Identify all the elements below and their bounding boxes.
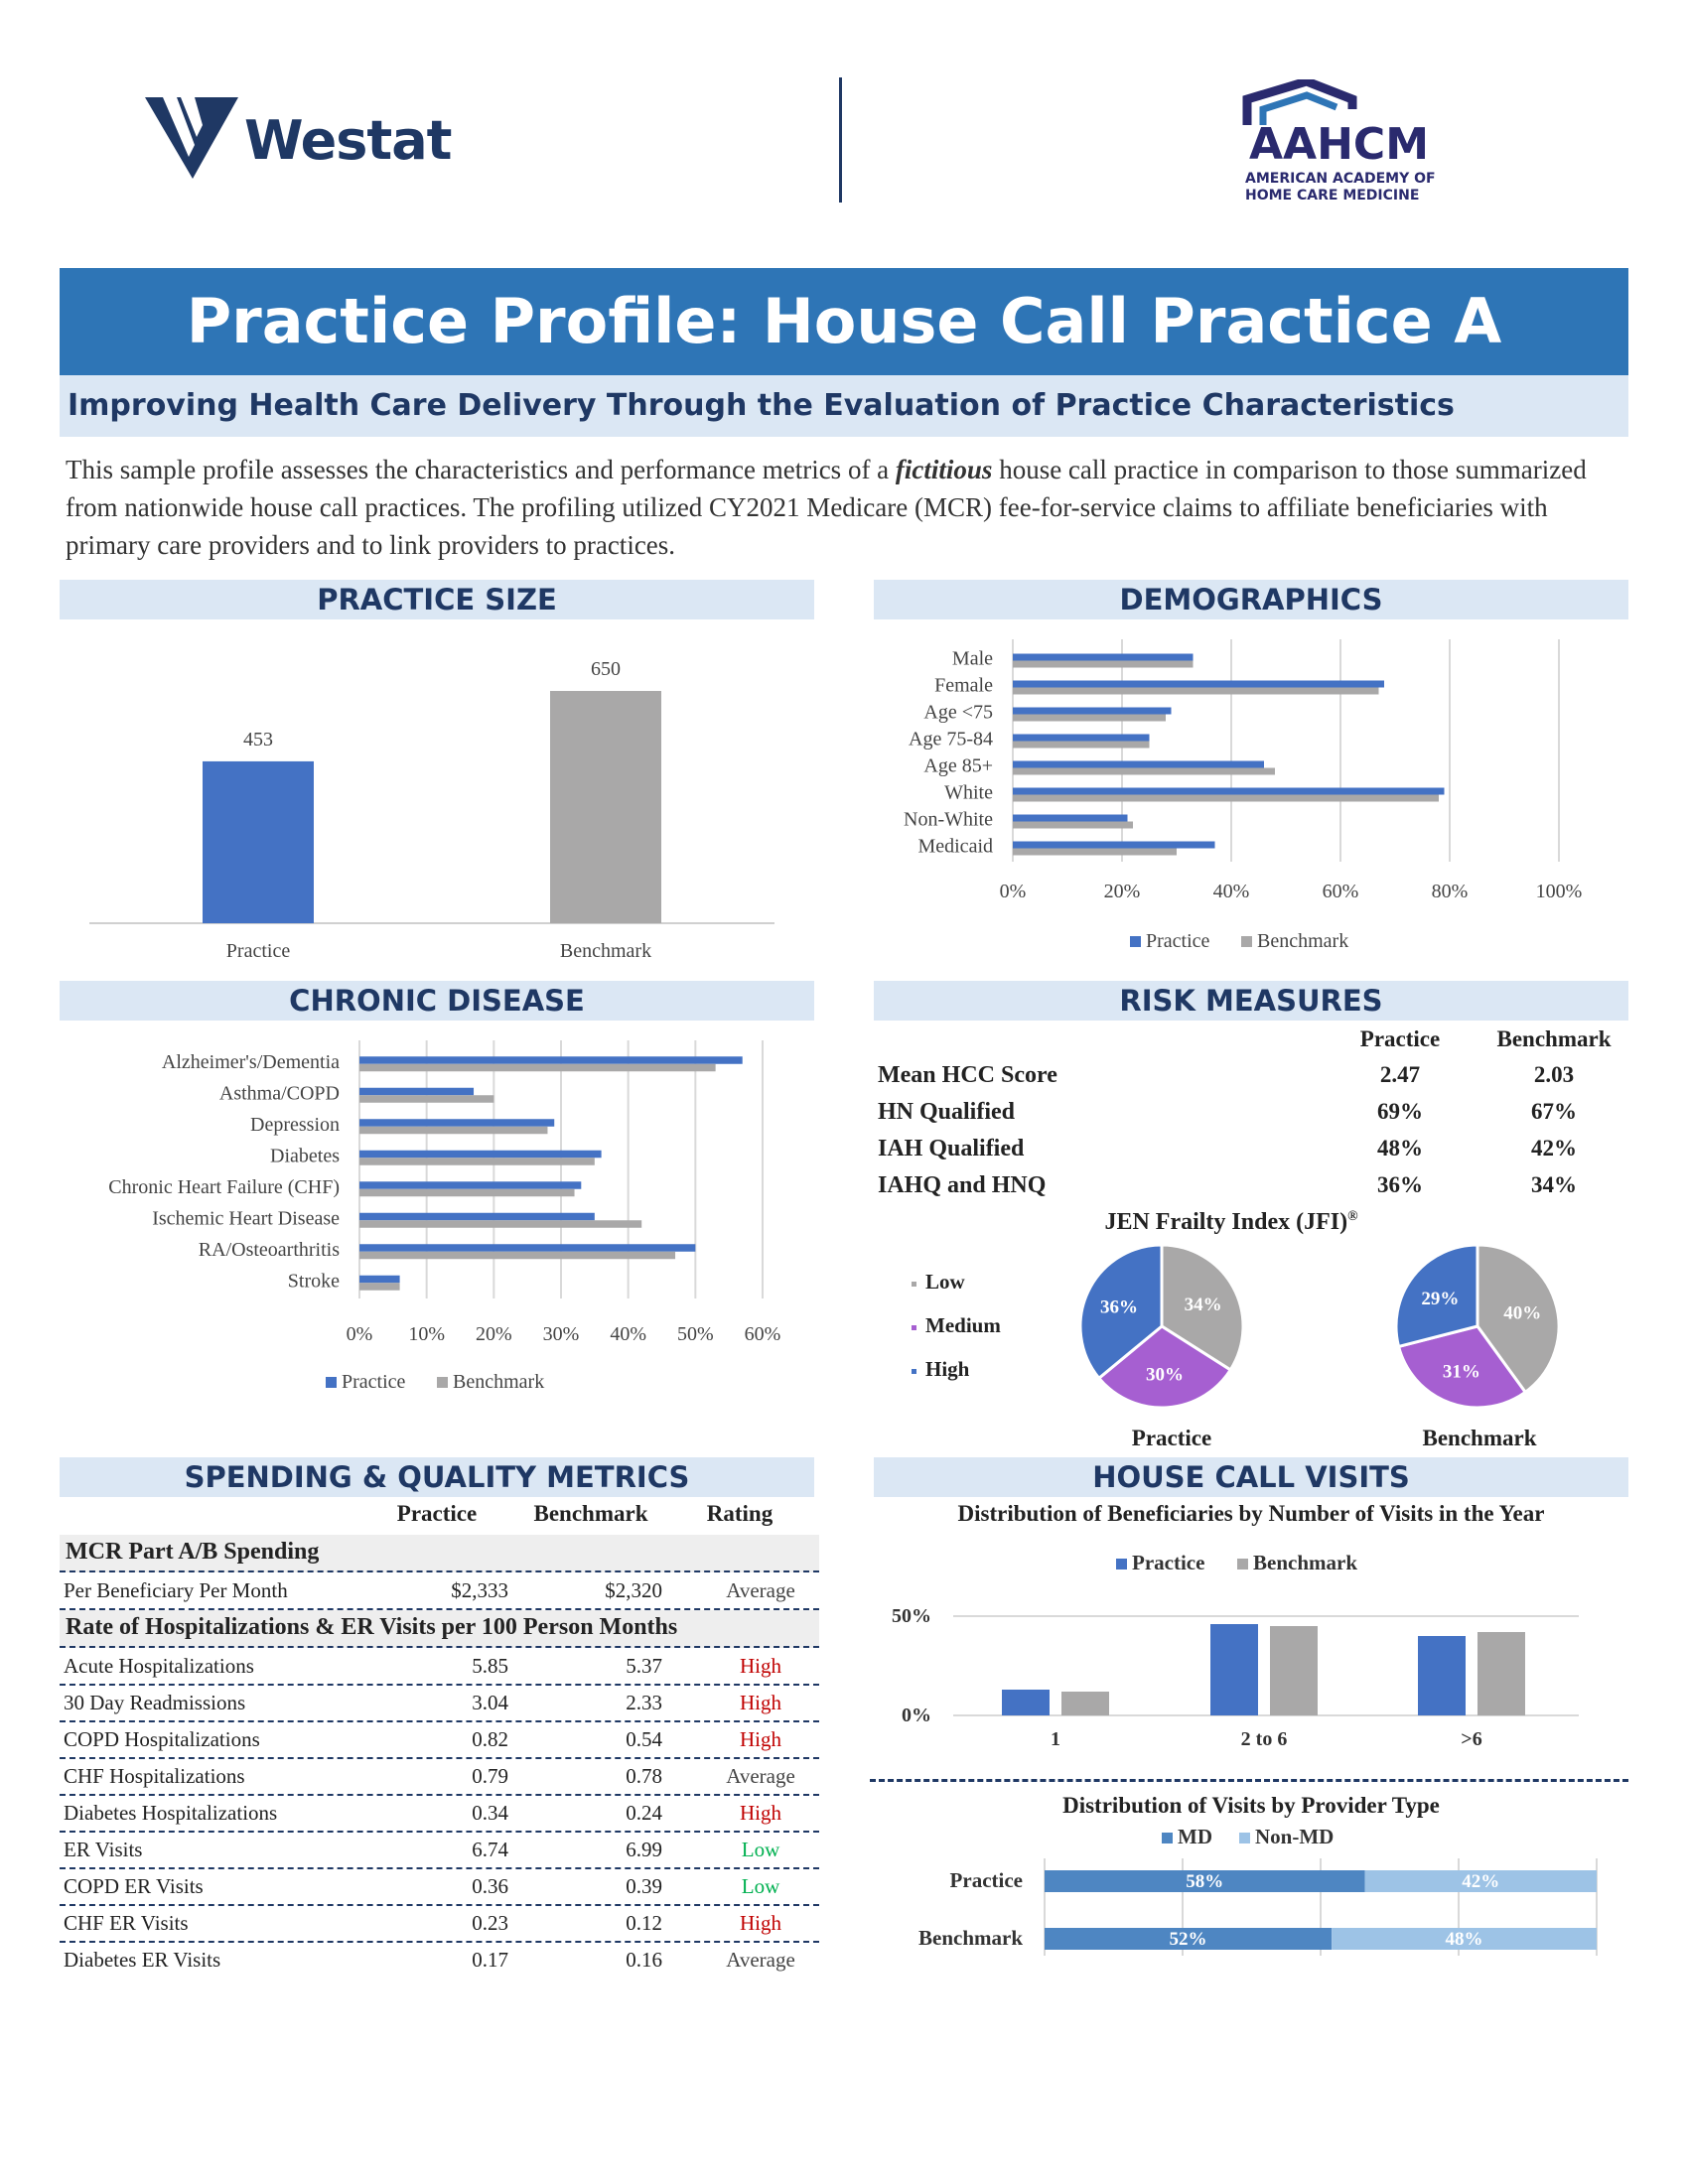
row-rating: Average [726, 1948, 795, 1972]
spending-group-label: MCR Part A/B Spending [66, 1539, 320, 1565]
risk-col-benchmark: Benchmark [1496, 1026, 1612, 1051]
aahcm-wordmark: AAHCM [1249, 119, 1430, 170]
practice-bar [359, 1244, 695, 1252]
risk-measures-table [874, 1023, 1628, 1211]
spending-band [60, 1457, 814, 1497]
page-title: Practice Profile: House Call Practice A [60, 268, 1628, 375]
row-label: COPD ER Visits [64, 1874, 204, 1898]
x-tick-label: 40% [610, 1323, 647, 1345]
risk-row-benchmark: 2.03 [1533, 1062, 1575, 1087]
jfi-legend-label: Medium [925, 1313, 1001, 1337]
table-row [60, 1905, 819, 1943]
table-row [60, 1648, 819, 1686]
non-md-data-label: 48% [1445, 1929, 1483, 1950]
practice-bar [359, 1056, 743, 1064]
legend-swatch-benchmark [437, 1377, 448, 1388]
jfi-pie-charts [874, 1241, 1628, 1449]
x-tick-label: 30% [542, 1323, 580, 1345]
risk-row-label: HN Qualified [878, 1099, 1016, 1125]
row-benchmark: 6.99 [626, 1838, 662, 1861]
benchmark-bar [1013, 849, 1177, 856]
jfi-legend-swatch [912, 1325, 916, 1330]
practice-bar [1210, 1624, 1258, 1715]
provider-type-chart [874, 1825, 1628, 1964]
legend-benchmark: Benchmark [453, 1371, 545, 1393]
row-label: CHF Hospitalizations [64, 1764, 245, 1788]
benchmark-bar [1061, 1692, 1109, 1715]
practice-bar [1002, 1690, 1050, 1715]
chronic-disease-band [60, 981, 814, 1021]
benchmark-bar [1013, 661, 1194, 668]
practice-bar [1013, 815, 1128, 822]
jfi-title-text: JEN Frailty Index (JFI) [1104, 1209, 1348, 1235]
risk-row-benchmark: 67% [1531, 1099, 1577, 1124]
legend-swatch-practice [1116, 1559, 1127, 1570]
category-label: Practice [949, 1868, 1023, 1892]
chronic-disease-chart [60, 1032, 814, 1410]
category-label: Asthma/COPD [218, 1082, 340, 1105]
benchmark-bar [359, 1158, 595, 1165]
legend-swatch-benchmark [1237, 1559, 1248, 1570]
table-row [60, 1868, 819, 1906]
benchmark-bar [1013, 715, 1166, 722]
demographics-chart [874, 635, 1628, 963]
benchmark-bar [1013, 768, 1275, 775]
category-label: Age 85+ [923, 754, 993, 777]
x-tick-label: 80% [1431, 881, 1469, 902]
westat-wordmark: Westat [244, 109, 452, 172]
row-practice: 6.74 [472, 1838, 508, 1861]
practice-size-data-label: 650 [591, 658, 621, 680]
intro-text-b: house call practice in comparison to those summarized from nationwide house call practices. The profiling utilized CY2021 Medicare (MCR) fee-for-service claims to affiliate beneficiaries with primary care providers and to link providers to practices. [66, 455, 1587, 560]
row-rating: High [740, 1911, 781, 1935]
table-row [60, 1572, 819, 1610]
jfi-slice-label: 29% [1421, 1288, 1460, 1309]
risk-measures-band [874, 981, 1628, 1021]
row-practice: $2,333 [451, 1578, 508, 1602]
practice-bar [1013, 842, 1215, 849]
row-practice: 3.04 [472, 1691, 508, 1714]
benchmark-bar [1477, 1632, 1525, 1715]
aahcm-sub-line-1: AMERICAN ACADEMY OF [1245, 171, 1436, 187]
row-label: 30 Day Readmissions [64, 1691, 246, 1714]
visits-dist-title: Distribution of Beneficiaries by Number of Visits in the Year [957, 1501, 1545, 1526]
legend-benchmark: Benchmark [1253, 1551, 1357, 1574]
category-label: Age <75 [923, 701, 993, 724]
jfi-slice-label: 36% [1099, 1297, 1138, 1318]
practice-bar [359, 1213, 595, 1221]
benchmark-bar [359, 1095, 493, 1103]
category-label: Stroke [287, 1270, 340, 1293]
practice-bar [1013, 735, 1150, 742]
provider-type-title: Distribution of Visits by Provider Type [1062, 1793, 1440, 1818]
risk-row-practice: 2.47 [1379, 1062, 1421, 1087]
legend-md: MD [1178, 1825, 1212, 1848]
x-tick-label: 40% [1212, 881, 1250, 902]
category-label: Age 75-84 [909, 728, 993, 751]
jfi-legend-swatch [912, 1369, 916, 1374]
row-benchmark: 0.39 [626, 1874, 662, 1898]
row-benchmark: 0.54 [626, 1727, 662, 1751]
x-tick-label: 0% [346, 1323, 373, 1345]
row-benchmark: 0.16 [626, 1948, 662, 1972]
row-benchmark: $2,320 [605, 1578, 662, 1602]
practice-size-bar [203, 761, 314, 923]
row-practice: 0.17 [472, 1948, 508, 1972]
risk-measures-heading: RISK MEASURES [1119, 984, 1383, 1018]
practice-size-category-label: Benchmark [559, 940, 652, 962]
x-tick-label: 50% [676, 1323, 714, 1345]
table-row [60, 1832, 819, 1869]
md-data-label: 52% [1169, 1929, 1207, 1950]
table-row [60, 1942, 819, 1978]
row-practice: 0.79 [472, 1764, 508, 1788]
risk-row-practice: 69% [1377, 1099, 1423, 1124]
benchmark-bar [359, 1189, 575, 1197]
legend-practice: Practice [342, 1371, 406, 1393]
category-label: Male [951, 647, 993, 670]
table-row [60, 1795, 819, 1833]
jfi-slice-label: 31% [1442, 1361, 1480, 1383]
benchmark-bar [359, 1283, 400, 1291]
practice-bar [1013, 708, 1172, 715]
header-divider [839, 77, 842, 203]
jfi-registered-mark: ® [1347, 1209, 1358, 1224]
benchmark-bar [1013, 688, 1379, 695]
category-label: Non-White [904, 808, 993, 831]
x-tick-label: 0% [999, 881, 1027, 902]
legend-swatch-practice [326, 1377, 337, 1388]
jfi-title [1033, 1209, 1430, 1236]
row-benchmark: 5.37 [626, 1654, 662, 1678]
jfi-slice-label: 40% [1503, 1302, 1542, 1324]
category-label: 2 to 6 [1240, 1728, 1288, 1750]
row-practice: 0.82 [472, 1727, 508, 1751]
x-tick-label: 20% [1103, 881, 1141, 902]
jfi-benchmark-label: Benchmark [1422, 1426, 1537, 1450]
practice-bar [1418, 1636, 1466, 1715]
intro-paragraph [66, 451, 1624, 564]
row-rating: Low [741, 1874, 780, 1898]
house-call-heading: HOUSE CALL VISITS [1092, 1460, 1410, 1494]
risk-row-practice: 48% [1377, 1136, 1423, 1160]
benchmark-bar [1013, 822, 1133, 829]
row-rating: High [740, 1801, 781, 1825]
benchmark-bar [359, 1252, 675, 1260]
practice-bar [359, 1088, 474, 1096]
intro-text-a: This sample profile assesses the characteristics and performance metrics of a [66, 455, 896, 484]
table-row [60, 1685, 819, 1722]
row-rating: High [740, 1727, 781, 1751]
row-rating: High [740, 1654, 781, 1678]
benchmark-bar [359, 1064, 716, 1072]
legend-practice: Practice [1146, 930, 1210, 952]
demographics-band [874, 580, 1628, 619]
row-label: Diabetes Hospitalizations [64, 1801, 278, 1825]
risk-row-benchmark: 42% [1531, 1136, 1577, 1160]
jfi-slice-label: 30% [1145, 1364, 1184, 1386]
row-rating: Average [726, 1578, 795, 1602]
row-label: Acute Hospitalizations [64, 1654, 254, 1678]
category-label: White [944, 781, 993, 804]
x-tick-label: 60% [744, 1323, 781, 1345]
practice-bar [359, 1151, 602, 1159]
legend-non-md: Non-MD [1255, 1825, 1335, 1848]
row-label: CHF ER Visits [64, 1911, 189, 1935]
spending-group-header [60, 1535, 819, 1572]
jfi-slice-label: 34% [1184, 1295, 1222, 1316]
spending-heading: SPENDING & QUALITY METRICS [184, 1460, 690, 1494]
row-benchmark: 2.33 [626, 1691, 662, 1714]
house-call-band [874, 1457, 1628, 1497]
y-tick-label: 0% [902, 1705, 931, 1726]
risk-row-label: Mean HCC Score [878, 1062, 1057, 1088]
jfi-legend-label: High [925, 1357, 970, 1381]
spending-col-rating: Rating [706, 1501, 774, 1526]
page-subtitle: Improving Health Care Delivery Through the Evaluation of Practice Characteristics [60, 375, 1628, 437]
row-practice: 0.34 [472, 1801, 508, 1825]
practice-size-category-label: Practice [225, 940, 291, 962]
practice-bar [359, 1119, 554, 1127]
practice-size-band [60, 580, 814, 619]
jfi-practice-label: Practice [1131, 1426, 1212, 1450]
house-call-divider [870, 1779, 1628, 1782]
x-tick-label: 20% [475, 1323, 512, 1345]
legend-swatch-practice [1130, 936, 1141, 947]
table-row [60, 1758, 819, 1796]
spending-col-practice: Practice [396, 1501, 478, 1526]
category-label: >6 [1461, 1728, 1482, 1750]
practice-bar [359, 1181, 581, 1189]
benchmark-bar [359, 1220, 641, 1228]
category-label: Female [934, 674, 993, 697]
category-label: RA/Osteoarthritis [198, 1238, 340, 1261]
spending-group-header [60, 1610, 819, 1648]
aahcm-sub-line-2: HOME CARE MEDICINE [1245, 188, 1420, 204]
x-tick-label: 10% [408, 1323, 446, 1345]
row-practice: 5.85 [472, 1654, 508, 1678]
jfi-legend-label: Low [925, 1270, 965, 1294]
jfi-legend-swatch [912, 1282, 916, 1287]
spending-group-label: Rate of Hospitalizations & ER Visits per 100 Person Months [66, 1614, 678, 1640]
practice-bar [1013, 681, 1384, 688]
benchmark-bar [1270, 1626, 1318, 1715]
table-row [60, 1721, 819, 1759]
legend-swatch-md [1162, 1833, 1173, 1843]
westat-logo [145, 95, 463, 185]
y-tick-label: 50% [892, 1605, 931, 1627]
legend-benchmark: Benchmark [1257, 930, 1349, 952]
x-tick-label: 60% [1322, 881, 1359, 902]
risk-row-label: IAH Qualified [878, 1136, 1025, 1161]
x-tick-label: 100% [1535, 881, 1583, 902]
row-label: ER Visits [64, 1838, 143, 1861]
row-rating: Average [726, 1764, 795, 1788]
intro-emphasis: fictitious [895, 455, 993, 484]
chronic-disease-heading: CHRONIC DISEASE [289, 984, 585, 1018]
category-label: Benchmark [918, 1926, 1023, 1950]
row-benchmark: 0.78 [626, 1764, 662, 1788]
practice-bar [1013, 761, 1264, 768]
row-label: COPD Hospitalizations [64, 1727, 260, 1751]
practice-bar [1013, 788, 1445, 795]
benchmark-bar [1013, 795, 1439, 802]
category-label: Diabetes [270, 1145, 340, 1167]
row-rating: Low [741, 1838, 780, 1861]
row-rating: High [740, 1691, 781, 1714]
practice-size-heading: PRACTICE SIZE [317, 583, 557, 616]
row-benchmark: 0.12 [626, 1911, 662, 1935]
category-label: Ischemic Heart Disease [152, 1207, 340, 1230]
risk-row-benchmark: 34% [1531, 1172, 1577, 1197]
spending-col-benchmark: Benchmark [533, 1501, 648, 1526]
aahcm-logo [1241, 79, 1460, 208]
category-label: Chronic Heart Failure (CHF) [108, 1175, 340, 1198]
practice-size-bar [550, 691, 661, 923]
row-benchmark: 0.24 [626, 1801, 662, 1825]
category-label: 1 [1051, 1728, 1060, 1750]
risk-row-label: IAHQ and HNQ [878, 1172, 1047, 1198]
category-label: Depression [250, 1113, 340, 1136]
row-label: Per Beneficiary Per Month [64, 1578, 288, 1602]
practice-bar [359, 1276, 400, 1284]
benchmark-bar [359, 1127, 547, 1135]
legend-swatch-benchmark [1241, 936, 1252, 947]
visits-distribution-chart [874, 1537, 1628, 1765]
row-practice: 0.36 [472, 1874, 508, 1898]
legend-practice: Practice [1132, 1551, 1205, 1574]
non-md-data-label: 42% [1462, 1871, 1500, 1892]
practice-size-chart [60, 625, 814, 973]
row-label: Diabetes ER Visits [64, 1948, 221, 1972]
practice-size-data-label: 453 [243, 728, 273, 751]
risk-col-practice: Practice [1359, 1026, 1441, 1051]
benchmark-bar [1013, 742, 1150, 749]
legend-swatch-non-md [1239, 1833, 1250, 1843]
row-practice: 0.23 [472, 1911, 508, 1935]
md-data-label: 58% [1186, 1871, 1224, 1892]
demographics-heading: DEMOGRAPHICS [1119, 583, 1383, 616]
practice-bar [1013, 654, 1194, 661]
category-label: Medicaid [917, 835, 993, 858]
category-label: Alzheimer's/Dementia [161, 1050, 340, 1073]
risk-row-practice: 36% [1377, 1172, 1423, 1197]
